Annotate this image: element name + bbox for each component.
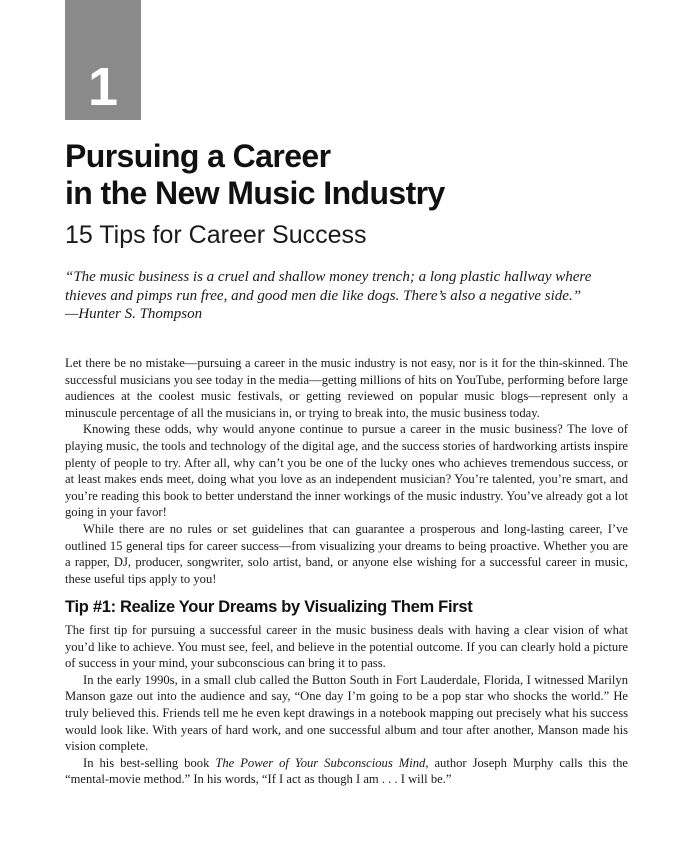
chapter-number: 1 <box>87 57 119 117</box>
intro-paragraph: While there are no rules or set guidelines that can guarantee a prosperous and long-lasting career, I’ve outlined 15 general tips for career success—from visualizing your dreams to being proactive. Whether you are a rapper, DJ, producer, songwriter, solo artist, band, or anyone else wishing for a successful career in music, these useful tips apply to you! <box>65 521 628 586</box>
book-title: The Power of Your Subconscious Mind <box>215 755 426 770</box>
chapter-title-line-2: in the New Music Industry <box>65 175 445 211</box>
section-paragraph: The first tip for pursuing a successful career in the music business deals with having a clear vision of what you’d like to achieve. You must see, feel, and believe in the potential outcome. If you can clearly hold a picture of success in your mind, your subconscious can bring it to pass. <box>65 623 628 671</box>
chapter-title-line-1: Pursuing a Career <box>65 138 331 174</box>
section-heading: Tip #1: Realize Your Dreams by Visualizing Them First <box>65 598 473 616</box>
section-paragraph: In the early 1990s, in a small club called the Button South in Fort Lauderdale, Florida, I witnessed Marilyn Manson gaze out into the audience and say, “One day I’m going to be a pop star who shocks the world.” He truly believed this. Friends tell me he even kept drawings in a notebook mapping out precisely what his success would look like. With years of hard work, and one successful album and tour after another, Manson made his vision complete. <box>65 672 628 754</box>
chapter-subtitle: 15 Tips for Career Success <box>65 221 367 249</box>
chapter-number-box <box>65 0 141 120</box>
paragraph-text: In his best-selling book <box>83 755 216 770</box>
paragraph-text: , author Joseph Murphy calls this the “mental-movie method.” In his words, “If I act as though I am . . . I will be.” <box>65 755 629 787</box>
intro-paragraph: Let there be no mistake—pursuing a career in the music industry is not easy, nor is it for the thin-skinned. The successful musicians you see today in the media—getting millions of hits on YouTube, performing before large audiences at the coolest music festivals, or getting reviewed on popular music blogs—represent only a minuscule percentage of all the musicians in, or trying to break into, the music business today. <box>65 356 628 420</box>
epigraph-attribution: —Hunter S. Thompson <box>65 306 203 322</box>
epigraph <box>65 268 630 324</box>
epigraph-quote: “The music business is a cruel and shallow money trench; a long plastic hallway where thieves and pimps run free, and good men die like dogs. There’s also a negative side.” <box>65 269 592 304</box>
section-body <box>65 622 628 788</box>
intro-text <box>65 355 628 587</box>
intro-paragraph: Knowing these odds, why would anyone continue to pursue a career in the music business? The love of playing music, the tools and technology of the digital age, and the success stories of hardworking artists inspire plenty of people to try. After all, why can’t you be one of the lucky ones who achieves tremendous success, or at least makes ends meet, doing what you love as an independent musician? You’re talented, you’re smart, and you’re reading this book to better understand the inner workings of the music industry. You’ve already got a lot going in your favor! <box>65 422 628 520</box>
chapter-title <box>65 138 665 212</box>
section-paragraph <box>65 755 628 788</box>
